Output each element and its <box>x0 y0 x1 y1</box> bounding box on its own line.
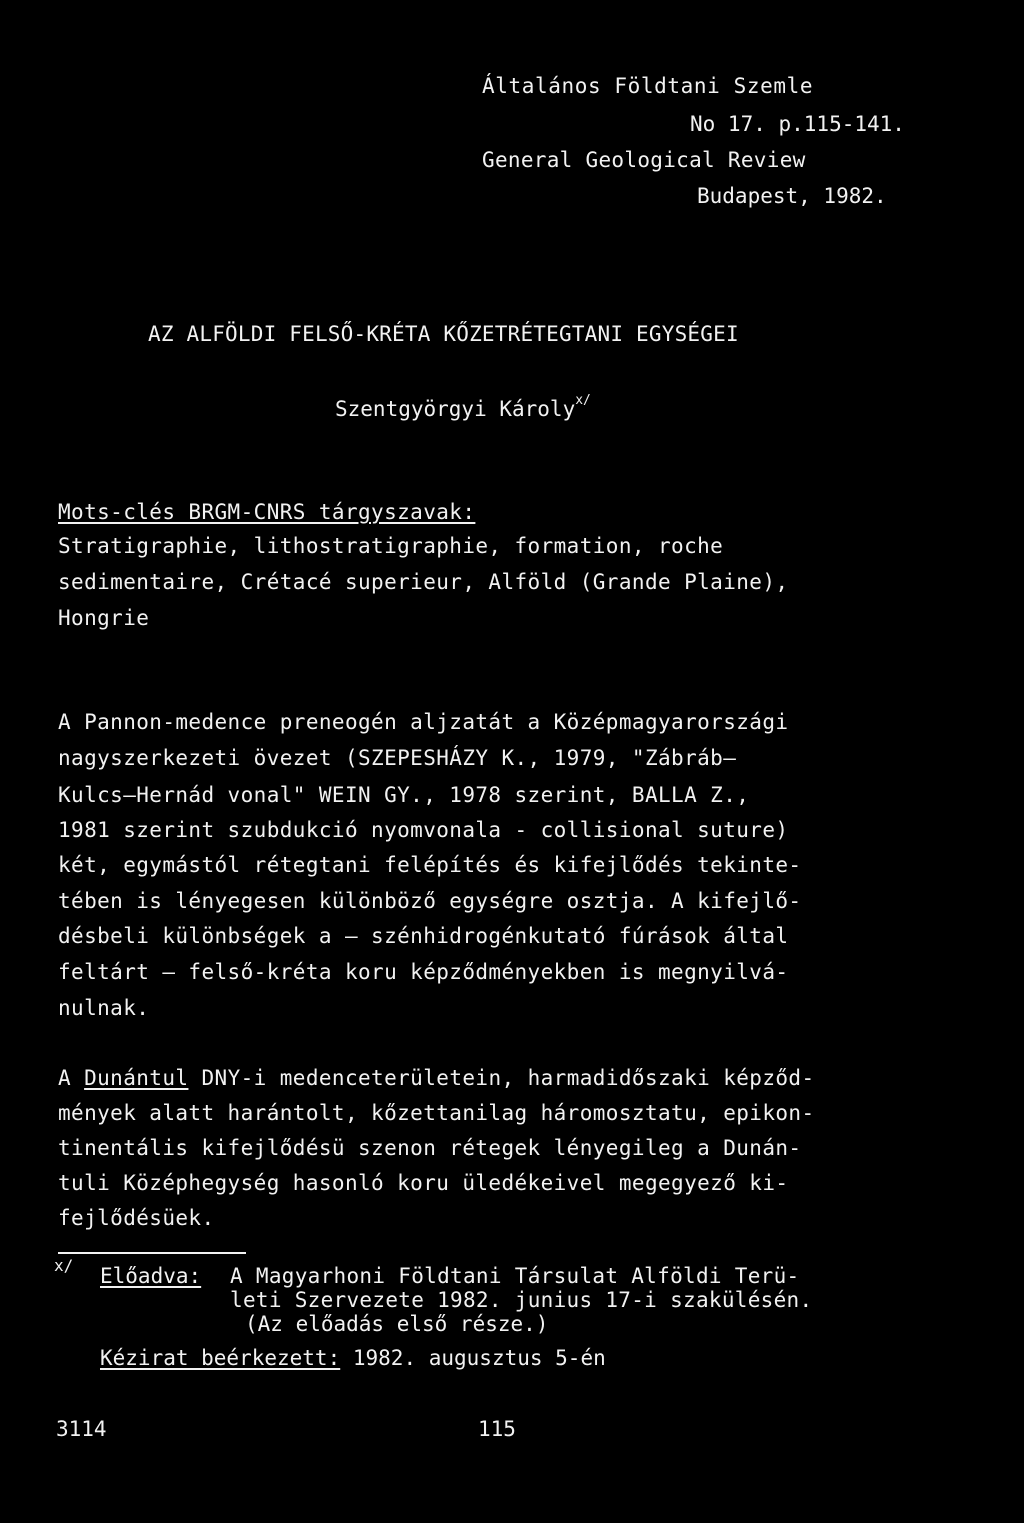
article-title: AZ ALFÖLDI FELSŐ-KRÉTA KŐZETRÉTEGTANI EGYSÉGEI <box>148 322 739 346</box>
journal-title-hu: Általános Földtani Szemle <box>482 74 814 98</box>
paragraph-1-line: A Pannon-medence preneogén aljzatát a Középmagyarországi <box>58 710 789 734</box>
paragraph-2-line: fejlődésüek. <box>58 1206 215 1230</box>
received-note <box>100 1346 606 1370</box>
author <box>335 393 591 421</box>
paragraph-1-line: désbeli különbségek a — szénhidrogénkutató fúrások által <box>58 924 789 948</box>
footnote-mark: x/ <box>54 1256 74 1275</box>
page-number: 115 <box>478 1417 516 1441</box>
place-name-underlined: Dunántul <box>84 1066 189 1090</box>
author-name: Szentgyörgyi Károly <box>335 397 576 421</box>
paragraph-1-line: nulnak. <box>58 996 150 1020</box>
paragraph-2-prefix: A <box>58 1066 85 1090</box>
paragraph-2-line: tinentális kifejlődésü szenon rétegek lényegileg a Dunán- <box>58 1136 802 1160</box>
paragraph-1-line: feltárt — felső-kréta koru képződményekben is megnyilvá- <box>58 960 789 984</box>
document-code: 3114 <box>56 1417 107 1441</box>
footnote-label: Előadva: <box>100 1264 202 1288</box>
paragraph-2-line: mények alatt harántolt, kőzettanilag háromosztatu, epikon- <box>58 1101 815 1125</box>
footnote-text: A Magyarhoni Földtani Társulat Alföldi Terü- <box>230 1264 800 1288</box>
paragraph-1-line: nagyszerkezeti övezet (SZEPESHÁZY K., 1979, "Zábráb— <box>58 746 737 770</box>
paragraph-2-line <box>58 1066 815 1090</box>
paragraph-1-line: 1981 szerint szubdukció nyomvonala - collisional suture) <box>58 818 789 842</box>
journal-title-en: General Geological Review <box>482 148 806 172</box>
footnote-rule <box>58 1252 246 1254</box>
keywords-line: sedimentaire, Crétacé superieur, Alföld (Grande Plaine), <box>58 570 789 594</box>
received-label: Kézirat beérkezett: <box>100 1346 341 1370</box>
keywords-heading: Mots-clés BRGM-CNRS tárgyszavak: <box>58 500 476 524</box>
place-year: Budapest, 1982. <box>697 184 887 208</box>
paragraph-2-suffix: DNY-i medenceterületein, harmadidőszaki képződ- <box>188 1066 815 1090</box>
received-date: 1982. augusztus 5-én <box>352 1346 606 1370</box>
issue-pages: No 17. p.115-141. <box>690 112 905 136</box>
footnote-text: leti Szervezete 1982. junius 17-i szakülésén. <box>230 1288 813 1312</box>
paragraph-2-line: tuli Középhegység hasonló koru üledékeivel megegyező ki- <box>58 1171 789 1195</box>
paragraph-1-line: Kulcs—Hernád vonal" WEIN GY., 1978 szerint, BALLA Z., <box>58 783 750 807</box>
author-footnote-mark: x/ <box>575 393 591 408</box>
paragraph-1-line: tében is lényegesen különböző egységre osztja. A kifejlő- <box>58 889 802 913</box>
paragraph-1-line: két, egymástól rétegtani felépítés és kifejlődés tekinte- <box>58 853 802 877</box>
keywords-line: Hongrie <box>58 606 150 630</box>
footnote-text: (Az előadás első része.) <box>245 1312 549 1336</box>
keywords-line: Stratigraphie, lithostratigraphie, formation, roche <box>58 534 724 558</box>
